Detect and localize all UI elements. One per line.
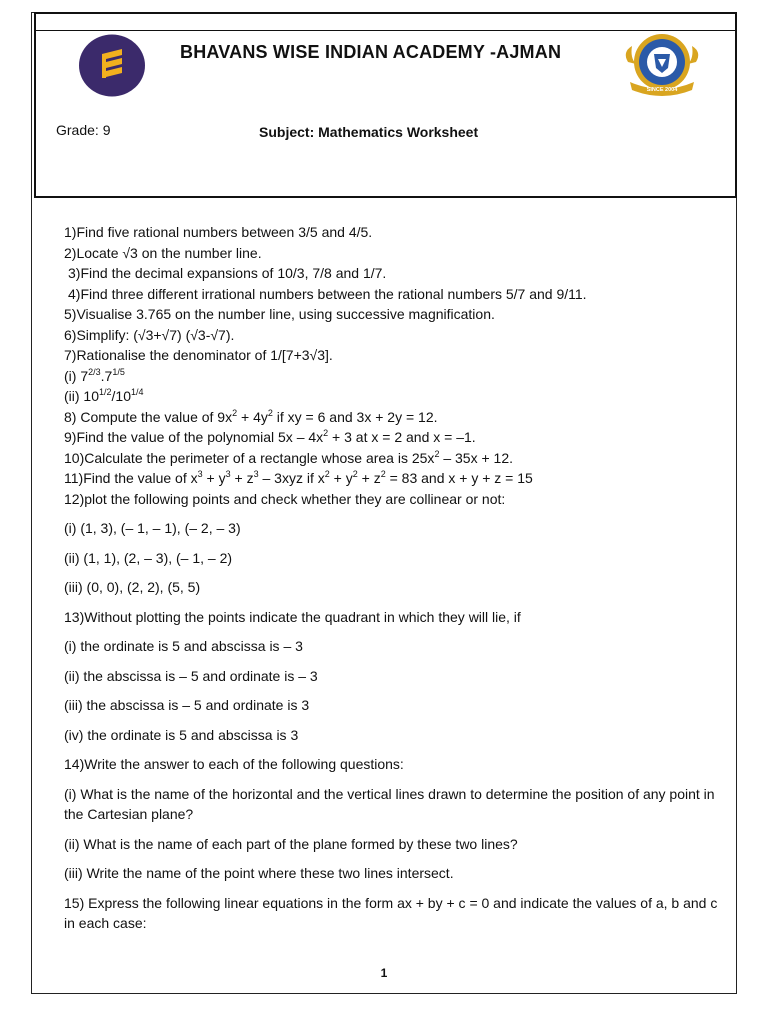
academy-crest-icon xyxy=(618,32,706,98)
question-5: 5)Visualise 3.765 on the number line, using successive magnification. xyxy=(64,306,495,322)
question-7-part-i: (i) $7^{2/3}.7^{1/5}$ xyxy=(64,366,125,384)
question-14-part-iii: (iii) Write the name of the point where these two lines intersect. xyxy=(64,865,454,881)
grade-label: Grade: 9 xyxy=(56,122,111,138)
bhavans-logo-icon xyxy=(78,34,146,97)
question-12-part-i: (i) (1, 3), (– 1, – 1), (– 2, – 3) xyxy=(64,520,241,536)
header-divider xyxy=(34,30,737,31)
question-9: 9)Find the value of the polynomial $5x - 4x^2 + 3$ at x = 2 and x = –1. xyxy=(64,428,476,445)
question-13: 13)Without plotting the points indicate the quadrant in which they will lie, if xyxy=(64,608,521,625)
question-4: 4)Find three different irrational numbers between the rational numbers 5/7 and 9/11. xyxy=(68,285,587,302)
question-7: 7)Rationalise the denominator of 1/[7+3√3]. xyxy=(64,347,333,363)
question-14-part-i: (i) What is the name of the horizontal and the vertical lines drawn to determine the position of any point in the Cartesian plane? xyxy=(64,785,715,822)
question-1: 1)Find five rational numbers between 3/5 and 4/5. xyxy=(64,224,373,240)
question-2: 2)Locate √3 on the number line. xyxy=(64,244,262,261)
question-13-part-i: (i) the ordinate is 5 and abscissa is – 3 xyxy=(64,638,303,654)
question-13-part-iv: (iv) the ordinate is 5 and abscissa is 3 xyxy=(64,726,299,743)
question-10: 10)Calculate the perimeter of a rectangle whose area is $25x^2 - 35x + 12$. xyxy=(64,448,514,466)
question-11: 11)Find the value of $x^3 + y^3 + z^3 - 3xyz$ if $x^2 + y^2 + z^2 = 83$ and x + y + z = 15 xyxy=(64,469,533,486)
question-14: 14)Write the answer to each of the following questions: xyxy=(64,756,404,772)
page-number: 1 xyxy=(380,966,388,980)
question-list xyxy=(64,222,724,934)
question-12-part-iii: (iii) (0, 0), (2, 2), (5, 5) xyxy=(64,579,201,595)
question-8: 8) Compute the value of $9x^2 + 4y^2$ if xy = 6 and 3x + 2y = 12. xyxy=(64,407,438,425)
question-3: 3)Find the decimal expansions of 10/3, 7/8 and 1/7. xyxy=(68,265,387,281)
subject-label: Subject: Mathematics Worksheet xyxy=(259,124,479,140)
question-12: 12)plot the following points and check whether they are collinear or not: xyxy=(64,490,506,507)
question-15: 15) Express the following linear equations in the form ax + by + c = 0 and indicate the values of a, b and c in each case: xyxy=(64,894,718,931)
question-12-part-ii: (ii) (1, 1), (2, – 3), (– 1, – 2) xyxy=(64,549,233,566)
question-13-part-ii: (ii) the abscissa is – 5 and ordinate is – 3 xyxy=(64,667,318,684)
question-6: 6)Simplify: (√3+√7) (√3-√7). xyxy=(64,326,235,343)
crest-ribbon-text: SINCE 2004 xyxy=(646,87,678,93)
question-7-part-ii: (ii) $10^{1/2}/10^{1/4}$ xyxy=(64,387,144,404)
school-name: BHAVANS WISE INDIAN ACADEMY -AJMAN xyxy=(180,42,562,62)
question-14-part-ii: (ii) What is the name of each part of the plane formed by these two lines? xyxy=(64,835,518,852)
question-13-part-iii: (iii) the abscissa is – 5 and ordinate is 3 xyxy=(64,697,310,713)
